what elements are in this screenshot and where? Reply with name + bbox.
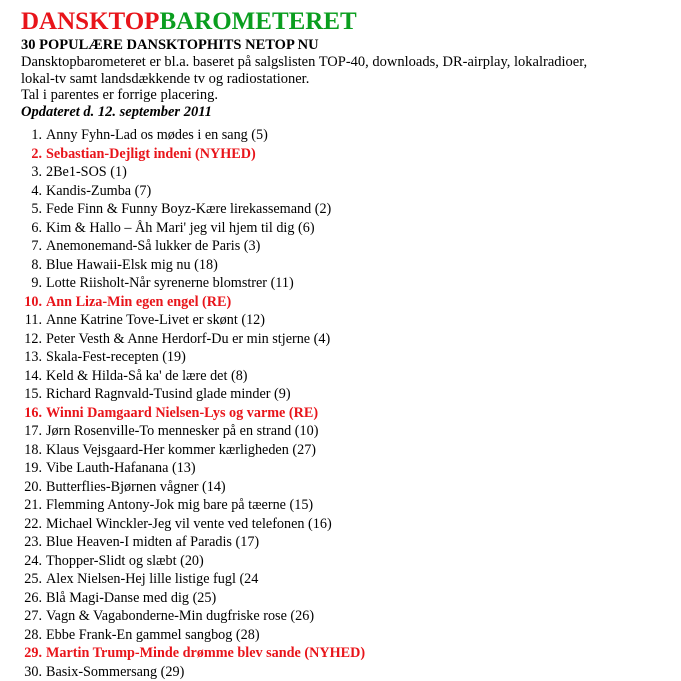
chart-entry-title: Sebastian-Dejligt indeni (NYHED)	[46, 146, 256, 162]
chart-entry-title: Thopper-Slidt og slæbt (20)	[46, 553, 204, 569]
chart-entry-number: 7.	[18, 237, 42, 256]
chart-entry	[18, 515, 365, 534]
title-part-dansktop: DANSKTOP	[21, 8, 159, 35]
chart-entry	[18, 478, 365, 497]
chart-entry-number: 19.	[18, 459, 42, 478]
chart-entry-number: 30.	[18, 663, 42, 681]
intro-line: lokal-tv samt landsdækkende tv og radiostationer.	[21, 71, 671, 88]
chart-entry	[18, 533, 365, 552]
chart-entry	[18, 274, 365, 293]
chart-entry	[18, 607, 365, 626]
chart-entry	[18, 237, 365, 256]
chart-entry-title: Klaus Vejsgaard-Her kommer kærligheden (27)	[46, 442, 316, 458]
chart-entry-number: 29.	[18, 644, 42, 663]
updated-date: Opdateret d. 12. september 2011	[21, 104, 671, 121]
chart-entry	[18, 644, 365, 663]
chart-entry-title: Fede Finn & Funny Boyz-Kære lirekassemand (2)	[46, 201, 331, 217]
chart-entry	[18, 348, 365, 367]
chart-entry-title: Michael Winckler-Jeg vil vente ved telefonen (16)	[46, 516, 332, 532]
chart-entry-number: 8.	[18, 256, 42, 275]
page-header	[21, 8, 671, 121]
chart-entry	[18, 182, 365, 201]
chart-entry-number: 27.	[18, 607, 42, 626]
chart-entry-title: Kandis-Zumba (7)	[46, 183, 151, 199]
intro-line: Tal i parentes er forrige placering.	[21, 87, 671, 104]
chart-entry-number: 22.	[18, 515, 42, 534]
chart-entry-title: Ebbe Frank-En gammel sangbog (28)	[46, 627, 260, 643]
chart-entry-number: 4.	[18, 182, 42, 201]
chart-entry-number: 25.	[18, 570, 42, 589]
chart-entry-number: 15.	[18, 385, 42, 404]
intro-text	[21, 54, 671, 104]
chart-entry-title: Kim & Hallo – Åh Mari' jeg vil hjem til dig (6)	[46, 220, 315, 236]
chart-entry	[18, 219, 365, 238]
chart-entry-title: Ann Liza-Min egen engel (RE)	[46, 294, 231, 310]
chart-entry	[18, 330, 365, 349]
chart-entry-number: 23.	[18, 533, 42, 552]
chart-entry-number: 28.	[18, 626, 42, 645]
chart-list	[18, 126, 365, 681]
chart-entry-title: Anne Katrine Tove-Livet er skønt (12)	[46, 312, 265, 328]
page-subtitle: 30 POPULÆRE DANSKTOPHITS NETOP NU	[21, 37, 671, 54]
chart-entry-number: 6.	[18, 219, 42, 238]
chart-entry	[18, 663, 365, 681]
chart-entry	[18, 385, 365, 404]
chart-entry-title: Blue Heaven-I midten af Paradis (17)	[46, 534, 259, 550]
chart-entry-title: Alex Nielsen-Hej lille listige fugl (24	[46, 571, 258, 587]
chart-entry-number: 10.	[18, 293, 42, 312]
chart-entry-number: 9.	[18, 274, 42, 293]
chart-entry-number: 5.	[18, 200, 42, 219]
page-title	[21, 8, 671, 36]
chart-entry-title: Jørn Rosenville-To mennesker på en strand (10)	[46, 423, 318, 439]
chart-entry-title: Flemming Antony-Jok mig bare på tæerne (15)	[46, 497, 313, 513]
chart-entry-title: Winni Damgaard Nielsen-Lys og varme (RE)	[46, 405, 318, 421]
chart-entry-title: Blå Magi-Danse med dig (25)	[46, 590, 216, 606]
chart-entry	[18, 441, 365, 460]
chart-entry-title: Anny Fyhn-Lad os mødes i en sang (5)	[46, 127, 268, 143]
chart-entry-number: 26.	[18, 589, 42, 608]
chart-entry-title: Anemonemand-Så lukker de Paris (3)	[46, 238, 260, 254]
chart-entry-number: 20.	[18, 478, 42, 497]
chart-entry	[18, 589, 365, 608]
chart-entry-number: 13.	[18, 348, 42, 367]
chart-entry	[18, 626, 365, 645]
intro-line: Dansktopbarometeret er bl.a. baseret på salgslisten TOP-40, downloads, DR-airplay, lokalradioer,	[21, 54, 671, 71]
chart-entry	[18, 200, 365, 219]
chart-entry	[18, 293, 365, 312]
chart-entry	[18, 311, 365, 330]
chart-entry	[18, 163, 365, 182]
chart-entry-number: 1.	[18, 126, 42, 145]
chart-entry-title: 2Be1-SOS (1)	[46, 164, 127, 180]
chart-entry-number: 16.	[18, 404, 42, 423]
chart-entry	[18, 552, 365, 571]
chart-entry-number: 14.	[18, 367, 42, 386]
chart-entry	[18, 459, 365, 478]
chart-entry	[18, 145, 365, 164]
chart-entry-number: 3.	[18, 163, 42, 182]
chart-entry	[18, 570, 365, 589]
chart-entry-number: 18.	[18, 441, 42, 460]
chart-entry-title: Martin Trump-Minde drømme blev sande (NYHED)	[46, 645, 365, 661]
chart-entry-number: 11.	[18, 311, 42, 330]
chart-entry-title: Butterflies-Bjørnen vågner (14)	[46, 479, 226, 495]
chart-entry-number: 24.	[18, 552, 42, 571]
chart-entry	[18, 367, 365, 386]
chart-entry	[18, 126, 365, 145]
chart-entry-title: Blue Hawaii-Elsk mig nu (18)	[46, 257, 218, 273]
chart-entry-title: Richard Ragnvald-Tusind glade minder (9)	[46, 386, 291, 402]
chart-entry-title: Vagn & Vagabonderne-Min dugfriske rose (26)	[46, 608, 314, 624]
chart-entry-number: 21.	[18, 496, 42, 515]
chart-entry	[18, 256, 365, 275]
chart-entry-title: Lotte Riisholt-Når syrenerne blomstrer (11)	[46, 275, 294, 291]
chart-entry-title: Keld & Hilda-Så ka' de lære det (8)	[46, 368, 248, 384]
chart-entry-title: Vibe Lauth-Hafanana (13)	[46, 460, 196, 476]
chart-entry-number: 12.	[18, 330, 42, 349]
chart-entry	[18, 404, 365, 423]
chart-entry-number: 2.	[18, 145, 42, 164]
chart-entry-number: 17.	[18, 422, 42, 441]
title-part-barometeret: BAROMETERET	[159, 8, 356, 35]
chart-entry	[18, 496, 365, 515]
chart-entry	[18, 422, 365, 441]
chart-entry-title: Basix-Sommersang (29)	[46, 664, 184, 680]
chart-entry-title: Skala-Fest-recepten (19)	[46, 349, 186, 365]
chart-entry-title: Peter Vesth & Anne Herdorf-Du er min stjerne (4)	[46, 331, 330, 347]
